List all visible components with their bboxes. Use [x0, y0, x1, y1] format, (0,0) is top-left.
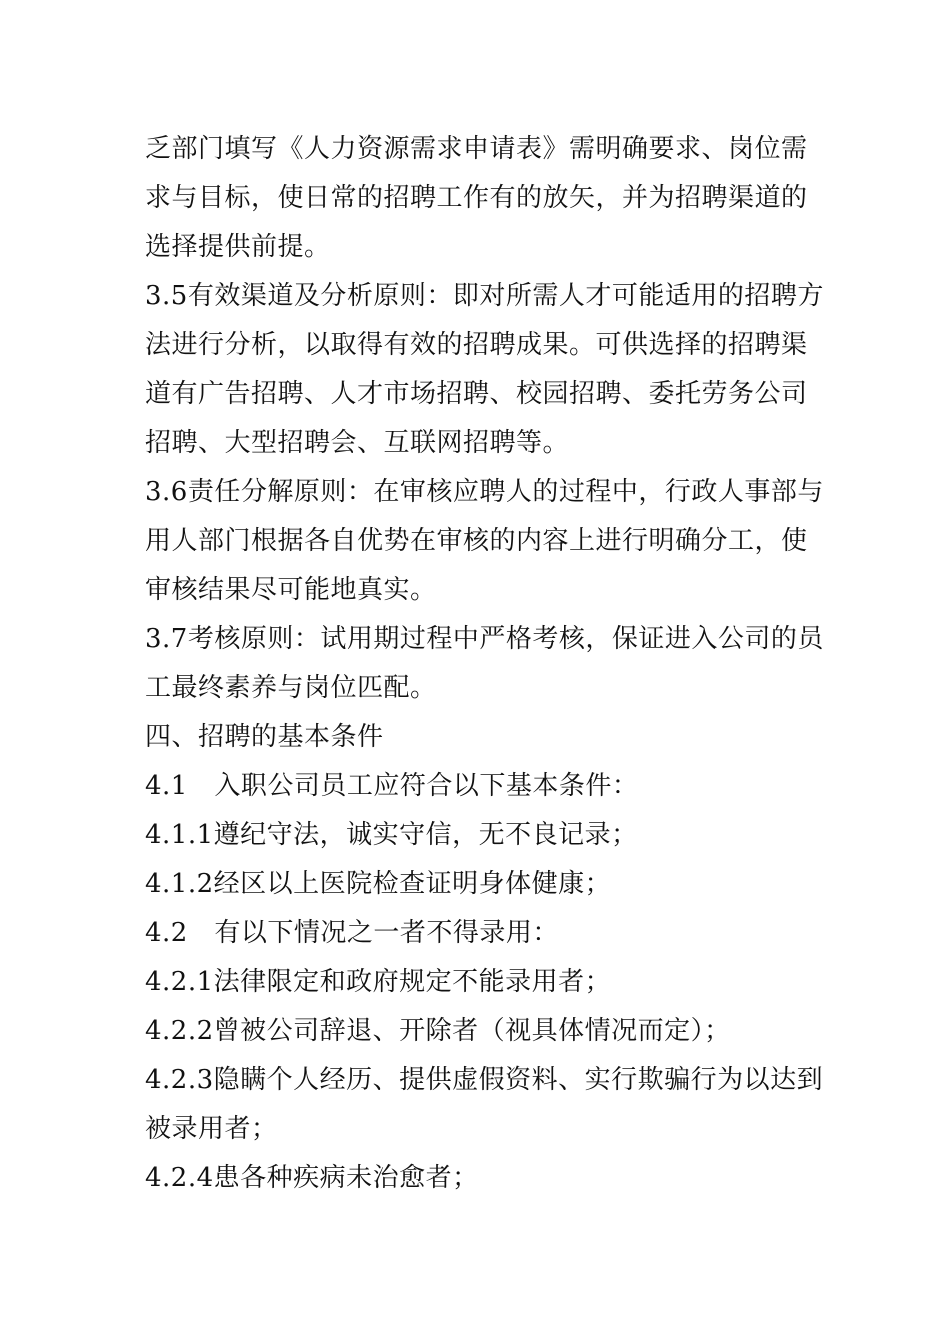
section-heading: 四、招聘的基本条件 — [145, 722, 384, 752]
text-line: 乏部门填写《人力资源需求申请表》需明确要求、岗位需 — [145, 134, 808, 164]
text-line: 工最终素养与岗位匹配。 — [145, 673, 437, 703]
text-line: 4.2.2曾被公司辞退、开除者（视具体情况而定）； — [145, 1016, 731, 1046]
text-line: 招聘、大型招聘会、互联网招聘等。 — [145, 428, 570, 458]
text-line: 审核结果尽可能地真实。 — [145, 575, 437, 605]
text-line: 4.2.3隐瞒个人经历、提供虚假资料、实行欺骗行为以达到 — [145, 1065, 824, 1095]
text-line: 选择提供前提。 — [145, 232, 331, 262]
document-body — [145, 125, 824, 1203]
text-line: 4.1 入职公司员工应符合以下基本条件： — [145, 771, 639, 801]
text-line: 4.2 有以下情况之一者不得录用： — [145, 918, 559, 948]
text-line: 3.7考核原则：试用期过程中严格考核，保证进入公司的员 — [145, 624, 824, 654]
text-line: 求与目标，使日常的招聘工作有的放矢，并为招聘渠道的 — [145, 183, 808, 213]
text-line: 被录用者； — [145, 1114, 278, 1144]
text-line: 4.1.2经区以上医院检查证明身体健康； — [145, 869, 612, 899]
text-line: 法进行分析，以取得有效的招聘成果。可供选择的招聘渠 — [145, 330, 808, 360]
text-line: 3.6责任分解原则：在审核应聘人的过程中，行政人事部与 — [145, 477, 824, 507]
text-line: 用人部门根据各自优势在审核的内容上进行明确分工，使 — [145, 526, 808, 556]
text-line: 4.1.1遵纪守法，诚实守信，无不良记录； — [145, 820, 638, 850]
text-line: 4.2.4患各种疾病未治愈者； — [145, 1163, 479, 1193]
text-line: 道有广告招聘、人才市场招聘、校园招聘、委托劳务公司 — [145, 379, 808, 409]
text-line: 3.5有效渠道及分析原则：即对所需人才可能适用的招聘方 — [145, 281, 824, 311]
text-line: 4.2.1法律限定和政府规定不能录用者； — [145, 967, 612, 997]
